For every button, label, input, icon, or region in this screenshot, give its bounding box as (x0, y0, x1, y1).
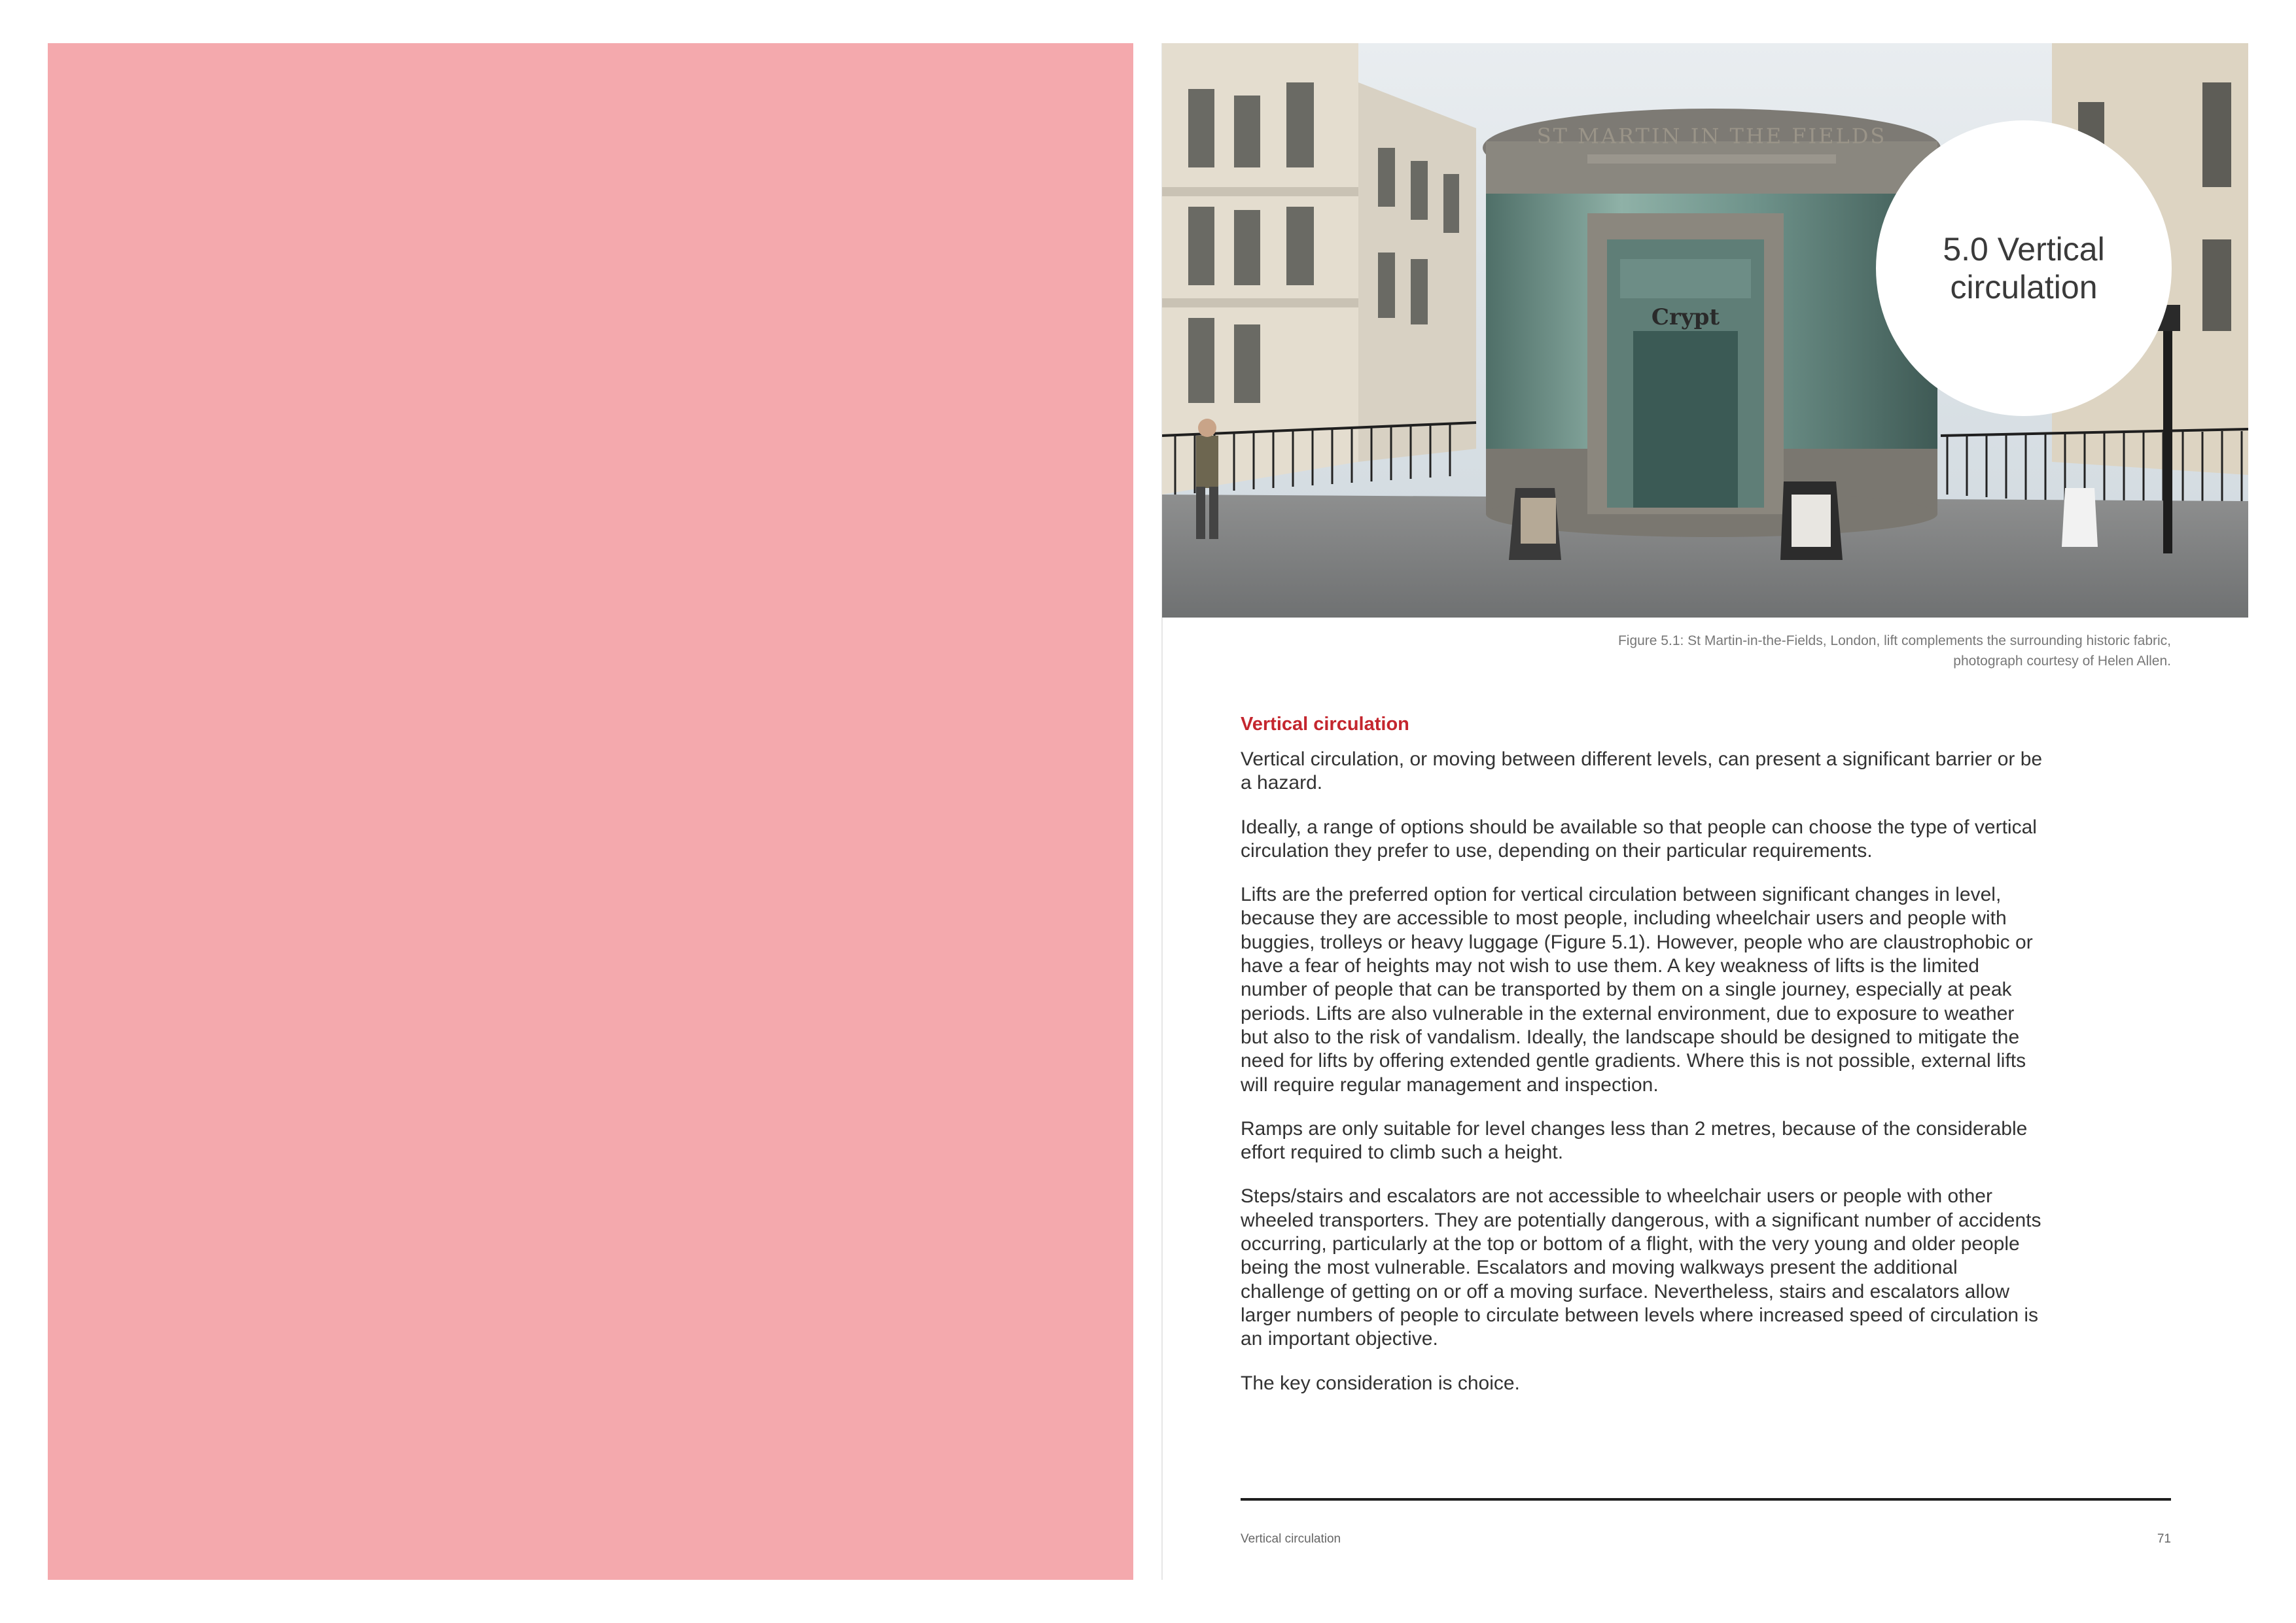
color-block-panel (48, 43, 1133, 1580)
body-paragraph: Lifts are the preferred option for vertical circulation between significant changes in level, because they are accessible to most people, including wheelchair users and people with buggies, trolleys or heavy luggage (Figure 5.1). However, people who are claustrophobic or have a fear of heights may not wish to use them. A key weakness of lifts is the limited number of people that can be transported by them on a single journey, especially at peak periods. Lifts are also vulnerable in the external environment, due to exposure to weather but also to the risk of vandalism. Ideally, the landscape should be designed to mitigate the need for lifts by offering extended gentle gradients. Where this is not possible, external lifts will require regular management and inspection. (1241, 884, 2033, 1096)
body-text-column (1241, 712, 2045, 1416)
rotunda-signage: ST MARTIN IN THE FIELDS (1536, 124, 1887, 148)
chapter-title-badge (1876, 120, 2172, 416)
body-paragraph: Vertical circulation, or moving between different levels, can present a significant barrier or be a hazard. (1241, 748, 2043, 794)
figure-caption-line-1: Figure 5.1: St Martin-in-the-Fields, London, lift complements the surrounding historic fabric, (1617, 633, 2171, 648)
body-paragraph: Ideally, a range of options should be available so that people can choose the type of vertical circulation they prefer to use, depending on their particular requirements. (1241, 816, 2037, 862)
footer-section-name: Vertical circulation (1241, 1532, 1341, 1546)
body-paragraph: Ramps are only suitable for level changes less than 2 metres, because of the considerable effort required to climb such a height. (1241, 1117, 2028, 1164)
crypt-sign: Crypt (1651, 304, 1720, 330)
figure-caption (1505, 631, 2171, 671)
body-paragraph: Steps/stairs and escalators are not accessible to wheelchair users or people with other wheeled transporters. They are potentially dangerous, with a significant number of accidents occurring, particularly at the top or bottom of a flight, with the very young and older people being the most vulnerable. Escalators and moving walkways present the additional challenge of getting on or off a moving surface. Nevertheless, stairs and escalators allow larger numbers of people to circulate between levels where increased speed of circulation is an important objective. (1241, 1185, 2041, 1350)
page-number: 71 (2157, 1532, 2171, 1546)
section-heading: Vertical circulation (1241, 714, 1409, 735)
figure-caption-line-2: photograph courtesy of Helen Allen. (1953, 654, 2171, 669)
footer-rule (1241, 1498, 2171, 1501)
chapter-title: 5.0 Vertical circulation (1943, 231, 2105, 305)
body-paragraph: The key consideration is choice. (1241, 1372, 1520, 1394)
